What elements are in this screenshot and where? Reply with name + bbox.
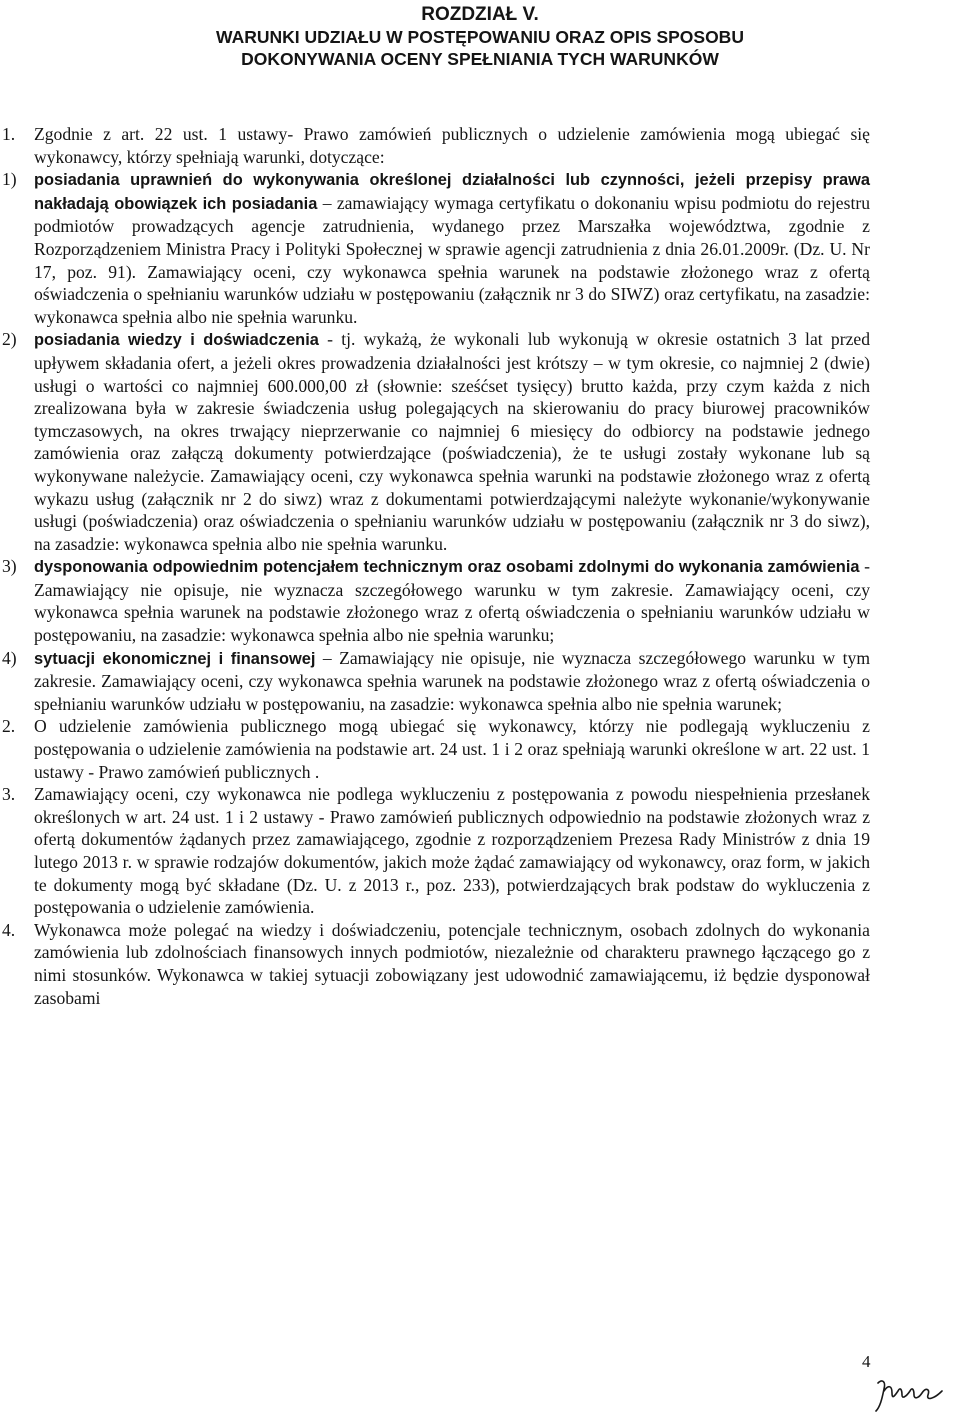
section-number: 1. <box>2 124 16 144</box>
section-text: Wykonawca może polegać na wiedzy i doświadczeniu, potencjale technicznym, osobach zdolnych do wykonania zamówienia lub zdolnościach finansowych innych podmiotów, niezależnie od charakteru prawnego łączącego go z nimi stosunków. Wykonawca w takiej sytuacji zobowiązany jest udowodnić zamawiającemu, iż będzie dysponował zasobami <box>34 919 870 1008</box>
section-text: Zgodnie z art. 22 ust. 1 ustawy- Prawo zamówień publicznych o udzielenie zamówienia mogą ubiegać się wykonawcy, którzy spełniają warunki, dotyczące: <box>34 124 870 167</box>
item-heading: sytuacji ekonomicznej i finansowej <box>34 649 316 668</box>
item-text: – Zamawiający nie opisuje, nie wyznacza szczegółowego warunku w tym zakresie. Zamawiający oceni, czy wykonawca spełnia warunek na podstawie złożonego wraz z ofertą oświadczenia o spełnianiu warunków udziału w postępowaniu, na zasadzie: wykonawca spełnia albo nie spełnia warunek; <box>34 647 870 714</box>
document-body <box>2 123 870 1009</box>
chapter-header <box>0 4 960 70</box>
item-text: - Zamawiający nie opisuje, nie wyznacza szczegółowego warunku w tym zakresie. Zamawiający oceni, czy wykonawca spełnia warunek na podstawie złożonego wraz z ofertą oświadczenia o spełnianiu warunków udziału w postępowaniu, na zasadzie: wykonawca spełnia albo nie spełnia warunku; <box>34 556 870 646</box>
section-4 <box>2 919 870 1009</box>
item-number: 3) <box>2 556 17 577</box>
chapter-title-line-2: DOKONYWANIA OCENY SPEŁNIANIA TYCH WARUNKÓW <box>241 49 719 69</box>
item-heading: posiadania wiedzy i doświadczenia <box>34 331 319 350</box>
section-number: 2. <box>2 716 16 737</box>
section-number: 3. <box>2 784 16 805</box>
condition-item-1 <box>2 168 870 328</box>
condition-item-4 <box>2 647 870 716</box>
chapter-title-line-1: WARUNKI UDZIAŁU W POSTĘPOWANIU ORAZ OPIS SPOSOBU <box>216 27 744 47</box>
section-text: Zamawiający oceni, czy wykonawca nie podlega wykluczeniu z postępowania z powodu niespełnienia przesłanek określonych w art. 24 ust. 1 i 2 ustawy - Prawo zamówień publicznych odpowiednio na podstawie złożonych wraz z ofertą dokumentów żądanych przez zamawiającego, zgodnie z rozporządzeniem Prezesa Rady Ministrów z dnia 19 lutego 2013 r. w sprawie rodzajów dokumentów, jakich może żądać zamawiający od wykonawcy, oraz form, w jakich te dokumenty mogą być składane (Dz. U. z 2013 r., poz. 233), potwierdzających brak podstaw do wykluczenia z postępowania o udzielenie zamówienia. <box>34 784 870 918</box>
item-number: 4) <box>2 647 17 668</box>
item-number: 1) <box>2 169 17 190</box>
condition-item-3 <box>2 555 870 646</box>
item-text: – zamawiający wymaga certyfikatu o dokonaniu wpisu podmiotu do rejestru podmiotów prowadzących agencje zatrudnienia, wydanego przez Marszałka województwa, zgodnie z Rozporządzeniem Ministra Pracy i Polityki Społecznej w sprawie agencji zatrudnienia z dnia 26.01.2009r. (Dz. U. Nr 17, poz. 91). Zamawiający oceni, czy wykonawca spełnia warunek na podstawie złożonego wraz z ofertą oświadczenia o spełnianiu warunków udziału w postępowaniu (załącznik nr 3 do SIWZ) oraz certyfikatu, na zasadzie: wykonawca spełnia albo nie spełnia warunku. <box>34 192 870 327</box>
item-heading: posiadania uprawnień do wykonywania określonej działalności lub czynności, jeżeli przepisy prawa nakładają obowiązek ich posiadania <box>34 171 870 213</box>
item-text: - tj. wykażą, że wykonali lub wykonują w okresie ostatnich 3 lat przed upływem składania ofert, a jeżeli okres prowadzenia działalności jest krótszy – w tym okresie, co najmniej 2 (dwie) usługi o wartości co najmniej 600.000,00 zł (słownie: sześćset tysięcy) brutto każda, przy czym każda z nich zrealizowana była w zakresie świadczenia usług polegających na skierowaniu do pracy biurowej pracowników tymczasowych, na okres trwający nieprzerwanie co najmniej 6 miesięcy do odbiorcy na podstawie jednego zamówienia oraz załączą dokumenty potwierdzające (poświadczenia), że te usługi zostały wykonane lub są wykonywane należycie. Zamawiający oceni, czy wykonawca spełnia warunki na podstawie złożonego wraz z ofertą wykazu usług (załącznik nr 2 do siwz) wraz z dokumentami potwierdzającymi należyte wykonanie/wykonywanie usługi (poświadczenia) oraz oświadczenia o spełnianiu warunków udziału w postępowaniu (załącznik nr 3 do siwz), na zasadzie: wykonawca spełnia albo nie spełnia warunku. <box>34 329 870 554</box>
item-heading: dysponowania odpowiednim potencjałem technicznym oraz osobami zdolnymi do wykonania zamówienia <box>34 558 860 577</box>
item-number: 2) <box>2 329 17 350</box>
section-text: O udzielenie zamówienia publicznego mogą ubiegać się wykonawcy, którzy nie podlegają wykluczeniu z postępowania o udzielenie zamówienia na podstawie art. 24 ust. 1 i 2 oraz spełniają warunki określone w art. 22 ust. 1 ustawy - Prawo zamówień publicznych . <box>34 716 870 782</box>
chapter-number: ROZDZIAŁ V. <box>421 4 539 25</box>
condition-item-2 <box>2 328 870 555</box>
section-1 <box>2 123 870 168</box>
section-3 <box>2 783 870 919</box>
page-number: 4 <box>862 1352 871 1371</box>
section-number: 4. <box>2 919 16 940</box>
section-2 <box>2 715 870 783</box>
handwritten-signature <box>872 1375 952 1415</box>
